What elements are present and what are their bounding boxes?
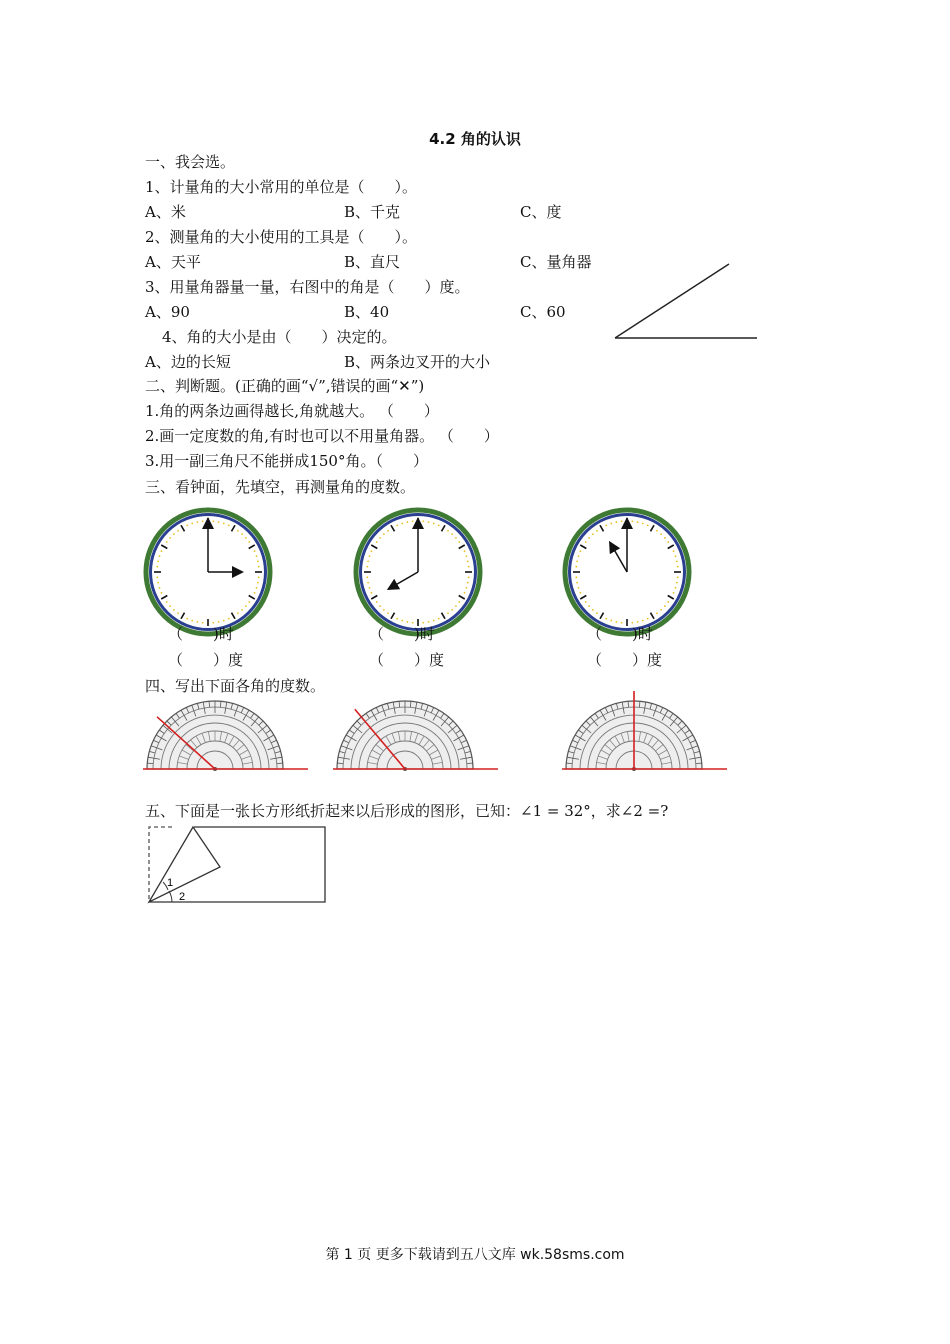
minute-dot xyxy=(367,582,369,584)
minute-dot xyxy=(576,560,578,562)
minute-dot xyxy=(451,609,453,611)
protractor-tick xyxy=(147,763,153,764)
minute-dot xyxy=(369,587,371,589)
q3-option-a: A、90 xyxy=(145,303,190,321)
minute-dot xyxy=(379,605,381,607)
minute-dot xyxy=(466,555,468,557)
clock3-hour-blank: （ )时 xyxy=(587,625,653,643)
minute-dot xyxy=(157,560,159,562)
minute-dot xyxy=(438,525,440,527)
minute-dot xyxy=(241,533,243,535)
minute-dot xyxy=(257,560,259,562)
minute-dot xyxy=(575,576,577,578)
q3-option-b: B、40 xyxy=(344,303,390,321)
minute-dot xyxy=(464,550,466,552)
angle-slanted-ray xyxy=(615,264,729,338)
protractor-2 xyxy=(333,698,498,774)
minute-dot xyxy=(371,550,373,552)
minute-dot xyxy=(376,601,378,603)
q2-option-a: A、天平 xyxy=(145,253,201,271)
minute-dot xyxy=(248,601,250,603)
minute-dot xyxy=(161,592,163,594)
clock2-hour-blank: （ )时 xyxy=(369,625,435,643)
minute-dot xyxy=(191,523,193,525)
minute-dot xyxy=(673,550,675,552)
minute-dot xyxy=(366,576,368,578)
angle-figure xyxy=(610,258,762,344)
paper-original-edge xyxy=(149,827,172,902)
minute-dot xyxy=(610,523,612,525)
page-title: 4.2 角的认识 xyxy=(429,130,521,148)
minute-dot xyxy=(631,520,633,522)
clock2-degree-blank: （ ）度 xyxy=(369,651,445,669)
minute-dot xyxy=(642,523,644,525)
minute-dot xyxy=(254,550,256,552)
minute-dot xyxy=(223,523,225,525)
minute-dot xyxy=(248,541,250,543)
minute-dot xyxy=(467,560,469,562)
minute-dot xyxy=(576,582,578,584)
protractor-tick xyxy=(399,701,400,707)
minute-dot xyxy=(412,520,414,522)
q4-option-b: B、两条边叉开的大小 xyxy=(344,353,491,371)
clock3-degree-blank: （ ）度 xyxy=(587,651,663,669)
minute-dot xyxy=(258,566,260,568)
section3-heading: 三、看钟面，先填空，再测量角的度数。 xyxy=(145,478,416,496)
minute-dot xyxy=(218,521,220,523)
protractor-tick xyxy=(696,763,702,764)
minute-dot xyxy=(667,541,669,543)
minute-dot xyxy=(157,582,159,584)
minute-dot xyxy=(447,612,449,614)
minute-dot xyxy=(596,612,598,614)
minute-dot xyxy=(245,537,247,539)
minute-dot xyxy=(173,609,175,611)
protractor-tick xyxy=(277,763,283,764)
minute-dot xyxy=(647,618,649,620)
minute-dot xyxy=(387,612,389,614)
q2-text: 2、测量角的大小使用的工具是（ ）。 xyxy=(145,228,418,246)
q1-text: 1、计量角的大小常用的单位是（ ）。 xyxy=(145,178,418,196)
minute-dot xyxy=(660,609,662,611)
q1-option-b: B、千克 xyxy=(344,203,401,221)
q3-text: 3、用量角器量一量，右图中的角是（ ）度。 xyxy=(145,278,470,296)
minute-dot xyxy=(241,609,243,611)
minute-dot xyxy=(228,618,230,620)
minute-dot xyxy=(196,521,198,523)
q3-option-c: C、60 xyxy=(520,303,566,321)
minute-dot xyxy=(186,525,188,527)
minute-dot xyxy=(237,612,239,614)
minute-dot xyxy=(451,533,453,535)
minute-dot xyxy=(223,620,225,622)
minute-dot xyxy=(615,521,617,523)
minute-dot xyxy=(177,530,179,532)
minute-dot xyxy=(585,541,587,543)
minute-dot xyxy=(401,523,403,525)
minute-dot xyxy=(173,533,175,535)
minute-dot xyxy=(455,605,457,607)
minute-dot xyxy=(447,530,449,532)
minute-dot xyxy=(642,620,644,622)
q4-option-a: A、边的长短 xyxy=(145,353,231,371)
minute-dot xyxy=(575,566,577,568)
minute-dot xyxy=(396,618,398,620)
q1-option-a: A、米 xyxy=(145,203,186,221)
minute-dot xyxy=(433,620,435,622)
page-footer: 第 1 页 更多下载请到五八文库 wk.58sms.com xyxy=(325,1247,625,1263)
minute-dot xyxy=(464,592,466,594)
judge-item-1: 1.角的两条边画得越长,角就越大。 （ ） xyxy=(145,402,439,420)
paper-rectangle-edge xyxy=(149,827,325,902)
angle2-label: 2 xyxy=(179,891,186,903)
minute-dot xyxy=(610,620,612,622)
minute-dot xyxy=(605,525,607,527)
protractor-tick xyxy=(628,701,629,707)
minute-dot xyxy=(467,582,469,584)
minute-dot xyxy=(656,612,658,614)
minute-dot xyxy=(256,555,258,557)
folded-paper-figure xyxy=(145,824,330,906)
minute-dot xyxy=(401,620,403,622)
minute-dot xyxy=(433,523,435,525)
minute-dot xyxy=(637,621,639,623)
minute-dot xyxy=(366,566,368,568)
minute-dot xyxy=(592,533,594,535)
minute-dot xyxy=(596,530,598,532)
minute-dot xyxy=(578,555,580,557)
minute-dot xyxy=(156,576,158,578)
minute-dot xyxy=(621,520,623,522)
minute-dot xyxy=(258,576,260,578)
minute-dot xyxy=(578,587,580,589)
minute-dot xyxy=(660,533,662,535)
minute-dot xyxy=(676,582,678,584)
minute-dot xyxy=(159,587,161,589)
minute-dot xyxy=(383,533,385,535)
minute-dot xyxy=(228,525,230,527)
minute-dot xyxy=(383,609,385,611)
minute-dot xyxy=(254,592,256,594)
minute-dot xyxy=(169,605,171,607)
minute-dot xyxy=(379,537,381,539)
protractor-tick xyxy=(467,763,473,764)
minute-dot xyxy=(196,621,198,623)
clock-face-1 xyxy=(143,507,273,637)
minute-dot xyxy=(191,620,193,622)
protractor-3 xyxy=(562,698,727,774)
minute-dot xyxy=(159,555,161,557)
minute-dot xyxy=(677,576,679,578)
clock-face-2 xyxy=(353,507,483,637)
protractor-tick xyxy=(566,763,572,764)
q1-option-c: C、度 xyxy=(520,203,562,221)
section4-heading: 四、写出下面各角的度数。 xyxy=(145,677,326,695)
minute-dot xyxy=(656,530,658,532)
minute-dot xyxy=(637,521,639,523)
minute-dot xyxy=(438,618,440,620)
minute-dot xyxy=(605,618,607,620)
clock-face-3 xyxy=(562,507,692,637)
protractor-tick xyxy=(410,701,411,707)
section5-heading: 五、下面是一张长方形纸折起来以后形成的图形，已知：∠1 = 32°，求∠2 =? xyxy=(145,802,669,820)
angle1-label: 1 xyxy=(167,877,174,889)
minute-dot xyxy=(376,541,378,543)
minute-dot xyxy=(156,566,158,568)
minute-dot xyxy=(256,587,258,589)
protractor-1 xyxy=(143,698,308,774)
minute-dot xyxy=(257,582,259,584)
minute-dot xyxy=(592,609,594,611)
minute-dot xyxy=(675,555,677,557)
minute-dot xyxy=(580,592,582,594)
minute-dot xyxy=(396,525,398,527)
minute-dot xyxy=(428,621,430,623)
protractor-tick xyxy=(220,701,221,707)
minute-dot xyxy=(468,576,470,578)
minute-dot xyxy=(667,601,669,603)
minute-dot xyxy=(166,601,168,603)
minute-dot xyxy=(664,537,666,539)
minute-dot xyxy=(166,541,168,543)
minute-dot xyxy=(455,537,457,539)
minute-dot xyxy=(367,560,369,562)
minute-dot xyxy=(237,530,239,532)
minute-dot xyxy=(422,520,424,522)
minute-dot xyxy=(186,618,188,620)
minute-dot xyxy=(615,621,617,623)
minute-dot xyxy=(406,621,408,623)
minute-dot xyxy=(212,520,214,522)
minute-dot xyxy=(245,605,247,607)
section2-heading: 二、判断题。(正确的画“√”,错误的画“✕”) xyxy=(145,377,425,395)
minute-dot xyxy=(371,592,373,594)
minute-dot xyxy=(468,566,470,568)
minute-dot xyxy=(458,601,460,603)
protractor-tick xyxy=(337,763,343,764)
minute-dot xyxy=(588,605,590,607)
angle2-arc xyxy=(169,891,172,902)
minute-dot xyxy=(161,550,163,552)
q4-text: 4、角的大小是由（ ）决定的。 xyxy=(162,328,397,346)
minute-dot xyxy=(218,621,220,623)
judge-item-2: 2.画一定度数的角,有时也可以不用量角器。 （ ） xyxy=(145,427,499,445)
minute-dot xyxy=(676,560,678,562)
minute-dot xyxy=(588,537,590,539)
protractor-tick xyxy=(209,701,210,707)
minute-dot xyxy=(387,530,389,532)
minute-dot xyxy=(466,587,468,589)
minute-dot xyxy=(458,541,460,543)
minute-dot xyxy=(677,566,679,568)
judge-item-3: 3.用一副三角尺不能拼成150°角。（ ） xyxy=(145,452,428,470)
q2-option-b: B、直尺 xyxy=(344,253,401,271)
minute-dot xyxy=(177,612,179,614)
minute-dot xyxy=(202,520,204,522)
minute-dot xyxy=(664,605,666,607)
q2-option-c: C、量角器 xyxy=(520,253,592,271)
minute-dot xyxy=(647,525,649,527)
minute-dot xyxy=(369,555,371,557)
clock1-degree-blank: （ ）度 xyxy=(168,651,244,669)
minute-dot xyxy=(585,601,587,603)
section1-heading: 一、我会选。 xyxy=(145,153,236,171)
minute-dot xyxy=(673,592,675,594)
minute-dot xyxy=(406,521,408,523)
protractor-tick xyxy=(639,701,640,707)
clock1-hour-blank: （ )时 xyxy=(168,625,234,643)
minute-dot xyxy=(169,537,171,539)
minute-dot xyxy=(675,587,677,589)
minute-dot xyxy=(580,550,582,552)
minute-dot xyxy=(428,521,430,523)
